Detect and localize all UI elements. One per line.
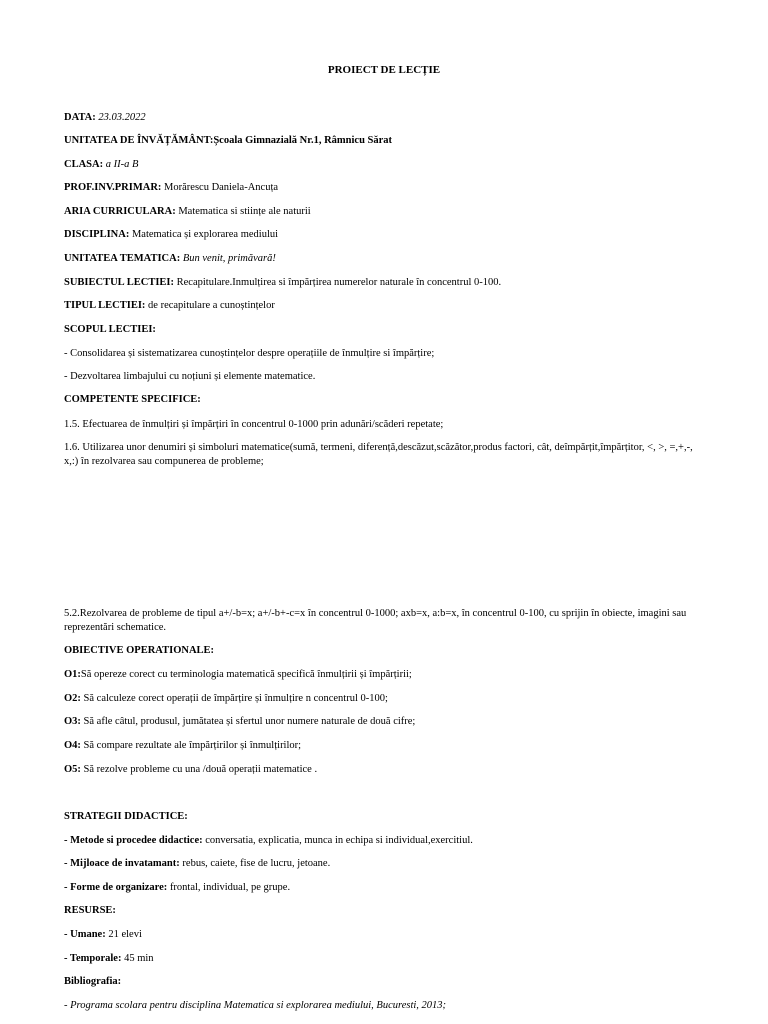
scope-heading: SCOPUL LECTIEI:	[64, 324, 156, 335]
methods-line	[64, 834, 704, 848]
teacher-label: PROF.INV.PRIMAR:	[64, 182, 162, 193]
teacher-value: Morărescu Daniela-Ancuța	[164, 182, 279, 193]
lesson-type-line	[64, 299, 704, 313]
class-label: CLASA:	[64, 159, 104, 170]
theme-label: UNITATEA TEMATICA:	[64, 253, 181, 264]
objective-o4-code: O4:	[64, 740, 81, 751]
objective-o2-code: O2:	[64, 693, 81, 704]
date-value: 23.03.2022	[98, 112, 146, 123]
lesson-type-value: de recapitulare a cunoștințelor	[148, 300, 275, 311]
competences-heading: COMPETENTE SPECIFICE:	[64, 394, 201, 405]
resources-heading: RESURSE:	[64, 905, 116, 916]
theme-value: Bun venit, primăvară!	[182, 253, 276, 264]
objectives-heading: OBIECTIVE OPERATIONALE:	[64, 645, 215, 656]
competence-5-2: 5.2.Rezolvarea de probleme de tipul a+/-b=x; a+/-b+-c=x în concentrul 0-1000; axb=x, a:b=x, în concentrul 0-100, cu sprijin în obiecte, imagini sau reprezentări schematice.	[64, 608, 687, 633]
objective-o3-text: Să afle câtul, produsul, jumătatea și sfertul unor numere naturale de două cifre;	[80, 716, 416, 727]
objective-o5	[64, 763, 704, 777]
theme-line	[64, 252, 704, 266]
curricular-area-label: ARIA CURRICULARA:	[64, 206, 176, 217]
methods-label: - Metode si procedee didactice:	[64, 835, 203, 846]
means-value: rebus, caiete, fise de lucru, jetoane.	[179, 858, 331, 869]
objective-o3	[64, 715, 704, 729]
forms-value: frontal, individual, pe grupe.	[167, 882, 291, 893]
means-line	[64, 857, 704, 871]
time-resources-line	[64, 952, 704, 966]
objective-o1	[64, 668, 704, 682]
strategies-heading: STRATEGII DIDACTICE:	[64, 811, 188, 822]
date-line	[64, 111, 704, 125]
objective-o4	[64, 739, 704, 753]
objective-o1-code: O1:	[64, 669, 81, 680]
human-resources-value: 21 elevi	[105, 929, 142, 940]
objective-o5-code: O5:	[64, 764, 81, 775]
human-resources-label: - Umane:	[64, 929, 106, 940]
class-value: a II-a B	[105, 159, 139, 170]
objective-o1-text: Să opereze corect cu terminologia matematică specifică înmulțirii și împărțirii;	[80, 669, 412, 680]
competence-1-5: 1.5. Efectuarea de înmulțiri și împărțiri în concentrul 0-1000 prin adunări/scăderi repetate;	[64, 419, 444, 430]
curricular-area-line	[64, 205, 704, 219]
school-line	[64, 134, 704, 148]
objective-o5-text: Să rezolve probleme cu una /două operații matematice .	[80, 764, 318, 775]
page-title: PROIECT DE LECȚIE	[327, 64, 441, 76]
subject-value: Recapitulare.Inmulțirea si împărțirea numerelor naturale în concentrul 0-100.	[176, 277, 502, 288]
school-label: UNITATEA DE ÎNVĂȚĂMÂNT:	[64, 135, 214, 146]
discipline-line	[64, 228, 704, 242]
methods-value: conversatia, explicatia, munca in echipa si individual,exercitiul.	[202, 835, 473, 846]
human-resources-line	[64, 928, 704, 942]
class-line	[64, 158, 704, 172]
objective-o2	[64, 692, 704, 706]
teacher-line	[64, 181, 704, 195]
forms-line	[64, 881, 704, 895]
school-value: Școala Gimnazială Nr.1, Râmnicu Sărat	[213, 135, 393, 146]
objective-o3-code: O3:	[64, 716, 81, 727]
objective-o2-text: Să calculeze corect operații de împărțire și înmulțire n concentrul 0-100;	[80, 693, 388, 704]
forms-label: - Forme de organizare:	[64, 882, 168, 893]
time-resources-label: - Temporale:	[64, 953, 122, 964]
bibliography-item: - Programa scolara pentru disciplina Matematica si explorarea mediului, Bucuresti, 2013;	[64, 1000, 447, 1011]
means-label: - Mijloace de invatamant:	[64, 858, 180, 869]
bibliography-heading: Bibliografia:	[64, 976, 122, 987]
discipline-label: DISCIPLINA:	[64, 229, 130, 240]
curricular-area-value: Matematica si stiințe ale naturii	[178, 206, 311, 217]
lesson-type-label: TIPUL LECTIEI:	[64, 300, 146, 311]
scope-item-1: - Consolidarea și sistematizarea cunoștințelor despre operațiile de înmulțire si împărțire;	[64, 348, 435, 359]
discipline-value: Matematica și explorarea mediului	[131, 229, 279, 240]
objective-o4-text: Să compare rezultate ale împărțirilor și înmulțirilor;	[80, 740, 302, 751]
scope-item-2: - Dezvoltarea limbajului cu noțiuni și elemente matematice.	[64, 371, 316, 382]
date-label: DATA:	[64, 112, 96, 123]
competence-1-6: 1.6. Utilizarea unor denumiri și simboluri matematice(sumă, termeni, diferență,descăzut,scăzător,produs factori, cât, deîmpărțit,împărțitor, <, >, =,+,-, x,:) în rezolvarea sau compunerea de probleme;	[64, 442, 693, 467]
subject-line	[64, 276, 704, 290]
subject-label: SUBIECTUL LECTIEI:	[64, 277, 174, 288]
time-resources-value: 45 min	[121, 953, 154, 964]
